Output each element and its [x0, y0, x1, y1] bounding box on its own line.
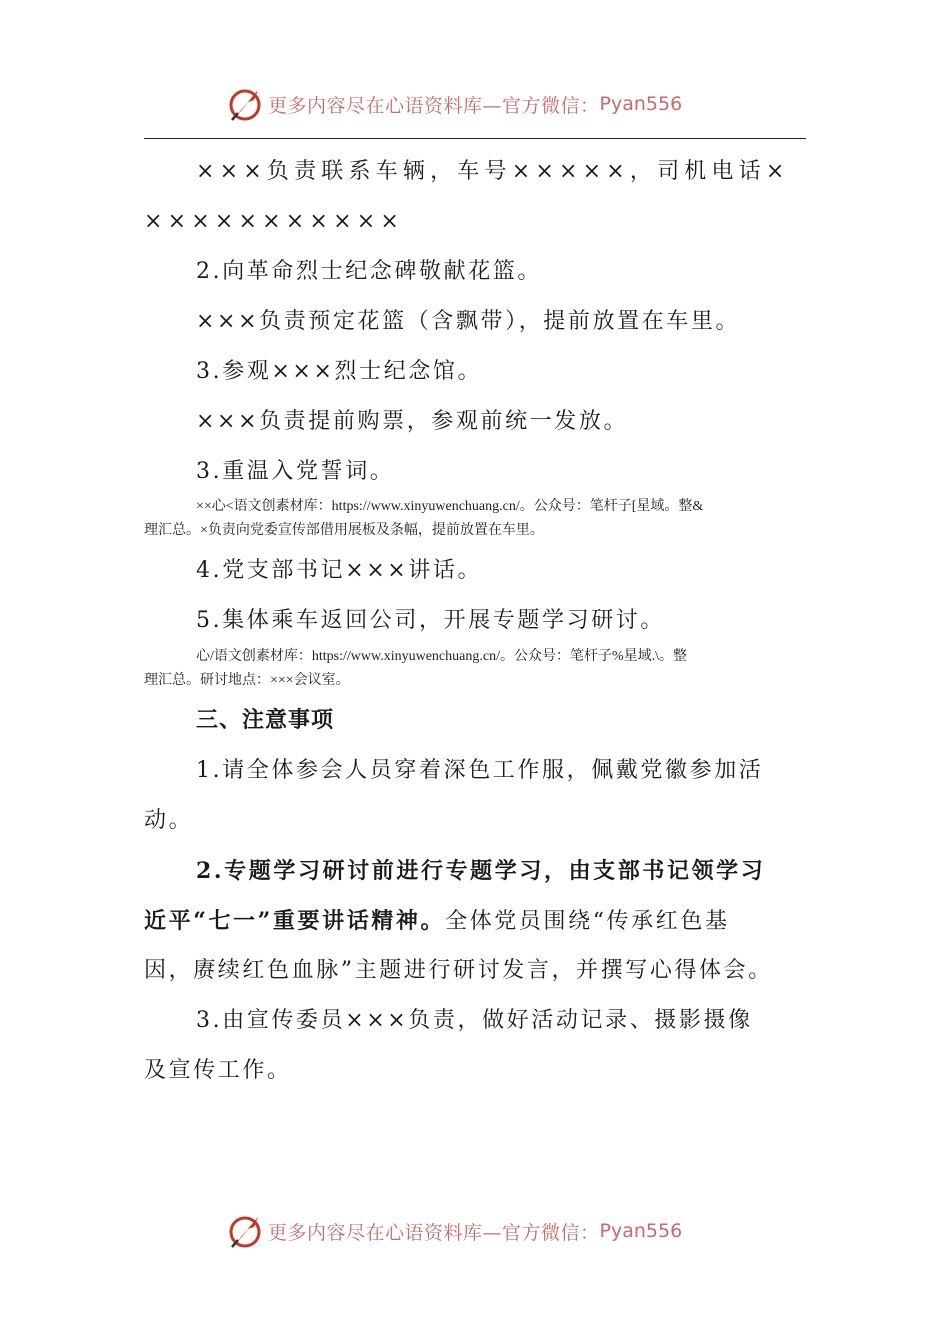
section-heading: 三、注意事项: [196, 708, 335, 733]
list-item: 5.集体乘车返回公司，开展专题学习研讨。: [196, 608, 665, 633]
paragraph-line: 及宣传工作。: [144, 1058, 292, 1083]
list-item: 2.向革命烈士纪念碑敬献花篮。: [196, 259, 542, 284]
header-banner-text: 更多内容尽在心语资料库—官方微信：: [268, 94, 600, 117]
inline-watermark-text: ××心<语文创素材库：https://www.xinyuwenchuang.cn/。公众号：笔杆子[星域。整&: [196, 499, 704, 514]
paragraph-line: ×××负责提前购票，参观前统一发放。: [196, 409, 629, 434]
paragraph-line: 因，赓续红色血脉”主题进行研讨发言，并撰写心得体会。: [144, 958, 773, 983]
list-item: 4.党支部书记×××讲话。: [196, 558, 483, 583]
header-watermark-banner: [228, 84, 682, 124]
paragraph-line: ×××××××××××: [144, 209, 404, 234]
header-rule: [144, 138, 806, 139]
bold-phrase: 近平“七一”重要讲话精神。: [144, 908, 446, 934]
header-banner-wechat-id: Pyan556: [599, 93, 683, 115]
footer-watermark-banner: [228, 1211, 682, 1251]
paragraph-line: 动。: [144, 808, 194, 833]
quill-logo-icon: [228, 1213, 264, 1249]
footer-banner-text: 更多内容尽在心语资料库—官方微信：: [268, 1221, 600, 1244]
paragraph-line: ×××负责预定花篮（含飘带），提前放置在车里。: [196, 309, 741, 334]
list-item: 3.由宣传委员×××负责，做好活动记录、摄影摄像: [196, 1008, 753, 1033]
list-item: 1.请全体参会人员穿着深色工作服，佩戴党徽参加活: [196, 758, 764, 783]
bold-paragraph-line: 2.专题学习研讨前进行专题学习，由支部书记领学习: [196, 858, 766, 884]
list-item: 3.参观×××烈士纪念馆。: [196, 359, 483, 384]
inline-watermark-text: 理汇总。研讨地点：×××会议室。: [144, 673, 350, 688]
paragraph-line: [0, 906, 950, 937]
regular-phrase: 全体党员围绕“传承红色基: [445, 909, 730, 934]
inline-watermark-text: 理汇总。×负责向党委宣传部借用展板及条幅，提前放置在车里。: [144, 523, 544, 538]
list-item: 3.重温入党誓词。: [196, 459, 395, 484]
paragraph-line: ×××负责联系车辆，车号×××××，司机电话×: [196, 159, 790, 184]
inline-watermark-text: 心/语文创素材库：https://www.xinyuwenchuang.cn/。公众号：笔杆子%星域.\。整: [196, 649, 688, 664]
quill-logo-icon: [228, 86, 264, 122]
footer-banner-wechat-id: Pyan556: [599, 1220, 683, 1242]
